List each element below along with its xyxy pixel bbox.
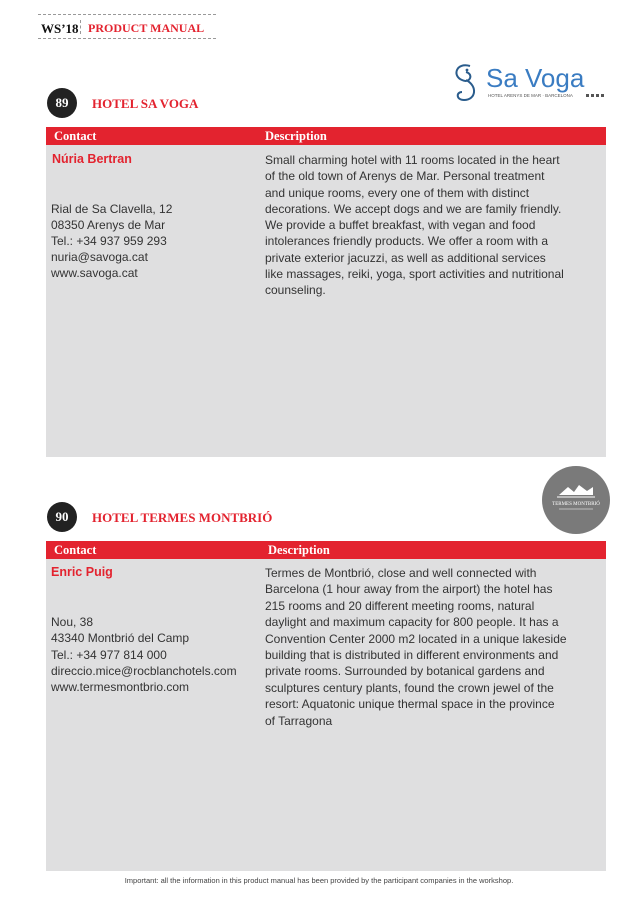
contact-address bbox=[51, 201, 172, 281]
description-line: 215 rooms and 20 different meeting rooms, natural bbox=[265, 598, 535, 613]
contact-name: Núria Bertran bbox=[52, 152, 132, 166]
address-line: Rial de Sa Clavella, 12 bbox=[51, 202, 173, 216]
termes-logo-text: TERMES MONTBRIÓ bbox=[552, 502, 600, 507]
sa-voga-logo bbox=[448, 56, 608, 106]
contact-column-header: Contact bbox=[54, 129, 97, 143]
sa-voga-logo-subtext: HOTEL ARENYS DE MAR · BARCELONA bbox=[488, 93, 573, 98]
address-line: 08350 Arenys de Mar bbox=[51, 218, 166, 232]
description-line: Barcelona (1 hour away from the airport) the hotel has bbox=[265, 582, 553, 597]
hotel-name: HOTEL TERMES MONTBRIÓ bbox=[92, 510, 273, 525]
contact-address bbox=[51, 614, 237, 695]
description-line: of Tarragona bbox=[265, 713, 333, 728]
header-top-rule bbox=[38, 14, 216, 15]
header-separator bbox=[80, 20, 81, 34]
hotel-name: HOTEL SA VOGA bbox=[92, 96, 199, 111]
description-line: private exterior jacuzzi, as well as additional services bbox=[265, 250, 546, 265]
description-line: Termes de Montbrió, close and well connected with bbox=[265, 566, 537, 580]
description-line: and unique rooms, every one of them with distinct bbox=[265, 185, 530, 200]
email-line: nuria@savoga.cat bbox=[51, 250, 148, 264]
table-header-bar bbox=[46, 541, 606, 559]
description-line: counseling. bbox=[265, 283, 326, 298]
description-column-header: Description bbox=[265, 129, 327, 143]
page-footer-note: Important: all the information in this product manual has been provided by the participant companies in the workshop. bbox=[124, 876, 514, 885]
contact-column-header: Contact bbox=[54, 543, 97, 557]
description-line: private rooms. Surrounded by botanical gardens and bbox=[265, 664, 545, 679]
page-header bbox=[38, 14, 218, 40]
description-line: like massages, reiki, yoga, sport activities and nutritional bbox=[265, 267, 564, 282]
header-brand: WS’18 bbox=[41, 21, 79, 36]
hotel-description bbox=[265, 152, 564, 299]
table-header-bar bbox=[46, 127, 606, 145]
description-column-header: Description bbox=[268, 543, 330, 557]
description-line: decorations. We accept dogs and we are family friendly. bbox=[265, 201, 562, 216]
hotel-info-panel bbox=[46, 145, 606, 457]
header-bottom-rule bbox=[38, 38, 216, 39]
description-line: of the old town of Arenys de Mar. Personal treatment bbox=[265, 169, 545, 184]
contact-name: Enric Puig bbox=[51, 565, 113, 579]
phone-line: Tel.: +34 977 814 000 bbox=[51, 647, 167, 662]
hotel-number-badge: 89 bbox=[47, 88, 77, 118]
termes-montbrio-logo bbox=[541, 465, 611, 535]
address-line: Nou, 38 bbox=[51, 615, 94, 629]
website-line: www.termesmontbrio.com bbox=[51, 680, 190, 695]
description-line: sculptures century plants, found the crown jewel of the bbox=[265, 680, 554, 695]
phone-line: Tel.: +34 937 959 293 bbox=[51, 234, 167, 248]
hotel-number-badge: 90 bbox=[47, 502, 77, 532]
address-line: 43340 Montbrió del Camp bbox=[51, 631, 190, 646]
website-line: www.savoga.cat bbox=[51, 266, 138, 280]
hotel-info-panel bbox=[46, 559, 606, 871]
description-line: daylight and maximum capacity for 800 people. It has a bbox=[265, 615, 559, 630]
description-line: Convention Center 2000 m2 located in a unique lakeside bbox=[265, 631, 567, 646]
header-section: PRODUCT MANUAL bbox=[88, 21, 205, 35]
description-line: resort: Aquatonic unique thermal space in the province bbox=[265, 697, 555, 712]
email-line: direccio.mice@rocblanchotels.com bbox=[51, 663, 237, 678]
description-line: intolerances friendly products. We offer a room with a bbox=[265, 234, 549, 249]
description-line: building that is distributed in different environments and bbox=[265, 648, 559, 663]
description-line: We provide a buffet breakfast, with vegan and food bbox=[265, 218, 536, 233]
description-line: Small charming hotel with 11 rooms located in the heart bbox=[265, 153, 560, 167]
hotel-description bbox=[265, 565, 567, 729]
sa-voga-logo-text: Sa Voga bbox=[486, 63, 585, 93]
